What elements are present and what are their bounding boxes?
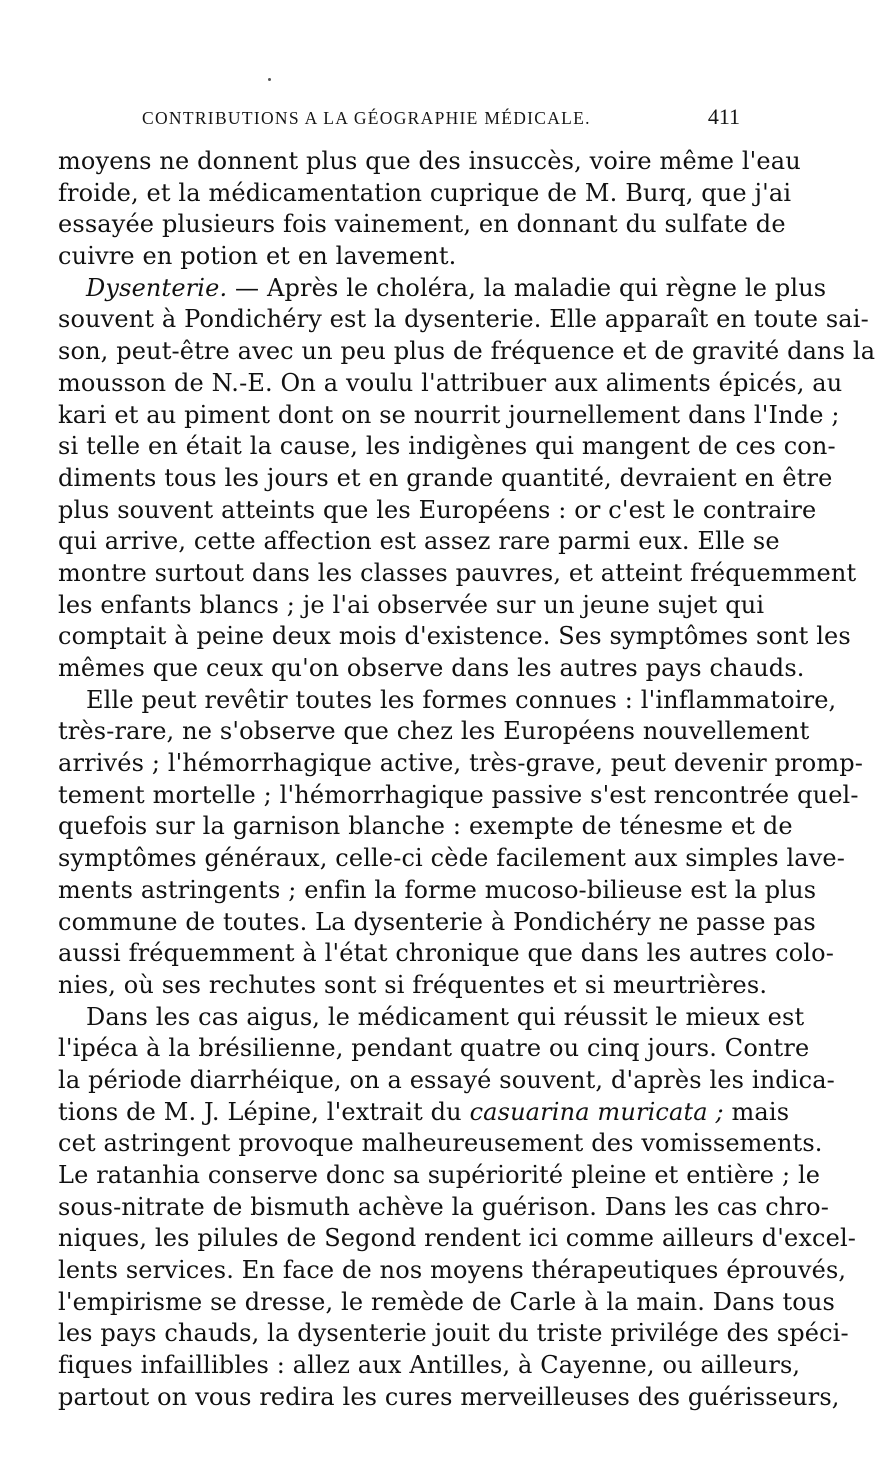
line-text: Dans les cas aigus, le médicament qui réussit le mieux est: [86, 1002, 805, 1031]
line-text: lents services. En face de nos moyens thérapeutiques éprouvés,: [58, 1256, 847, 1285]
text-line: [58, 621, 851, 653]
page-number: 411: [707, 104, 740, 129]
text-line: [58, 1097, 790, 1129]
line-text: ments astringents ; enfin la forme mucoso-bilieuse est la plus: [58, 875, 817, 904]
text-line: [58, 590, 765, 622]
line-text: cet astringent provoque malheureusement des vomissements.: [58, 1129, 823, 1158]
text-line: [58, 1002, 805, 1034]
text-line: [58, 907, 816, 939]
running-title: CONTRIBUTIONS A LA GÉOGRAPHIE MÉDICALE.: [142, 108, 591, 128]
text-line: [58, 716, 810, 748]
text-line: [58, 463, 833, 495]
text-line: [58, 685, 837, 717]
text-line: [58, 304, 869, 336]
line-text: quefois sur la garnison blanche : exempte de ténesme et de: [58, 812, 793, 841]
text-line: [58, 1255, 847, 1287]
line-text: les pays chauds, la dysenterie jouit du triste privilége des spéci-: [58, 1319, 849, 1348]
text-line: [58, 146, 801, 178]
text-line: [58, 970, 768, 1002]
line-text: aussi fréquemment à l'état chronique que dans les autres colo-: [58, 939, 834, 968]
line-text: kari et au piment dont on se nourrit journellement dans l'Inde ;: [58, 400, 840, 429]
line-text: tions de M. J. Lépine, l'extrait du: [58, 1097, 470, 1126]
text-line: [58, 558, 857, 590]
line-text: les enfants blancs ; je l'ai observée sur un jeune sujet qui: [58, 590, 765, 619]
text-line: [58, 400, 840, 432]
line-text: Elle peut revêtir toutes les formes connues : l'inflammatoire,: [86, 685, 837, 714]
section-heading: Dysenterie.: [86, 273, 228, 302]
text-line: [58, 653, 805, 685]
text-line: [58, 938, 834, 970]
line-text: mais: [723, 1097, 790, 1126]
line-text: commune de toutes. La dysenterie à Pondichéry ne passe pas: [58, 907, 816, 936]
text-line: [58, 1350, 801, 1382]
line-text: niques, les pilules de Segond rendent ici comme ailleurs d'excel-: [58, 1224, 857, 1253]
text-line: [58, 241, 742, 273]
text-line: [58, 875, 817, 907]
text-line: [58, 1318, 849, 1350]
text-line: [58, 526, 780, 558]
line-text: qui arrive, cette affection est assez rare parmi eux. Elle se: [58, 527, 780, 556]
text-line: [58, 336, 875, 368]
line-text: essayée plusieurs fois vainement, en donnant du sulfate de: [58, 210, 786, 239]
line-text: symptômes généraux, celle-ci cède facilement aux simples lave-: [58, 844, 846, 873]
line-text: comptait à peine deux mois d'existence. Ses symptômes sont les: [58, 622, 851, 651]
line-text: moyens ne donnent plus que des insuccès, voire même l'eau: [58, 147, 801, 175]
line-text: arrivés ; l'hémorrhagique active, très-grave, peut devenir promp-: [58, 749, 864, 778]
text-line: [58, 495, 817, 527]
text-line: [58, 1287, 835, 1319]
text-line: [58, 1223, 857, 1255]
text-line: [58, 1065, 835, 1097]
text-line: [58, 780, 859, 812]
text-line: [58, 431, 836, 463]
line-text: — Après le choléra, la maladie qui règne le plus: [227, 273, 827, 302]
line-text: mêmes que ceux qu'on observe dans les autres pays chauds.: [58, 654, 805, 682]
line-text: si telle en était la cause, les indigènes qui mangent de ces con-: [58, 432, 836, 461]
text-line: [58, 811, 793, 843]
line-text: très-rare, ne s'observe que chez les Européens nouvellement: [58, 717, 810, 746]
line-text: la période diarrhéique, on a essayé souvent, d'après les indica-: [58, 1065, 835, 1094]
text-line: [58, 1160, 821, 1192]
text-line: [58, 209, 786, 241]
line-text: souvent à Pondichéry est la dysenterie. Elle apparaît en toute sai-: [58, 305, 869, 334]
line-text: diments tous les jours et en grande quantité, devraient en être: [58, 463, 833, 492]
text-line: [58, 1382, 840, 1414]
page-header: [58, 104, 742, 138]
line-text: l'empirisme se dresse, le remède de Carle à la main. Dans tous: [58, 1287, 835, 1316]
line-text: sous-nitrate de bismuth achève la guérison. Dans les cas chro-: [58, 1192, 829, 1221]
line-text: montre surtout dans les classes pauvres, et atteint fréquemment: [58, 558, 857, 587]
line-text: fiques infaillibles : allez aux Antilles, à Cayenne, ou ailleurs,: [58, 1351, 801, 1380]
line-text: plus souvent atteints que les Européens : or c'est le contraire: [58, 495, 817, 524]
text-line: [58, 1192, 829, 1224]
line-text: l'ipéca à la brésilienne, pendant quatre ou cinq jours. Contre: [58, 1034, 810, 1063]
print-speck: [268, 78, 271, 81]
text-line: [58, 748, 864, 780]
body-text: [58, 146, 875, 1414]
line-text: tement mortelle ; l'hémorrhagique passive s'est rencontrée quel-: [58, 780, 859, 809]
text-line: [58, 178, 792, 210]
line-text: Le ratanhia conserve donc sa supériorité pleine et entière ; le: [58, 1161, 821, 1189]
line-text: partout on vous redira les cures merveilleuses des guérisseurs,: [58, 1382, 840, 1411]
species-name: casuarina muricata ;: [469, 1097, 724, 1126]
line-text: son, peut-être avec un peu plus de fréquence et de gravité dans la: [58, 337, 875, 366]
text-line: [58, 843, 846, 875]
line-text: froide, et la médicamentation cuprique de M. Burq, que j'ai: [58, 178, 792, 207]
line-text: mousson de N.-E. On a voulu l'attribuer aux aliments épicés, au: [58, 368, 843, 397]
text-line: [58, 1033, 810, 1065]
text-line: [58, 1128, 823, 1160]
line-text: cuivre en potion et en lavement.: [58, 242, 457, 271]
text-line: [58, 273, 827, 305]
line-text: nies, où ses rechutes sont si fréquentes et si meurtrières.: [58, 970, 768, 999]
text-line: [58, 368, 843, 400]
